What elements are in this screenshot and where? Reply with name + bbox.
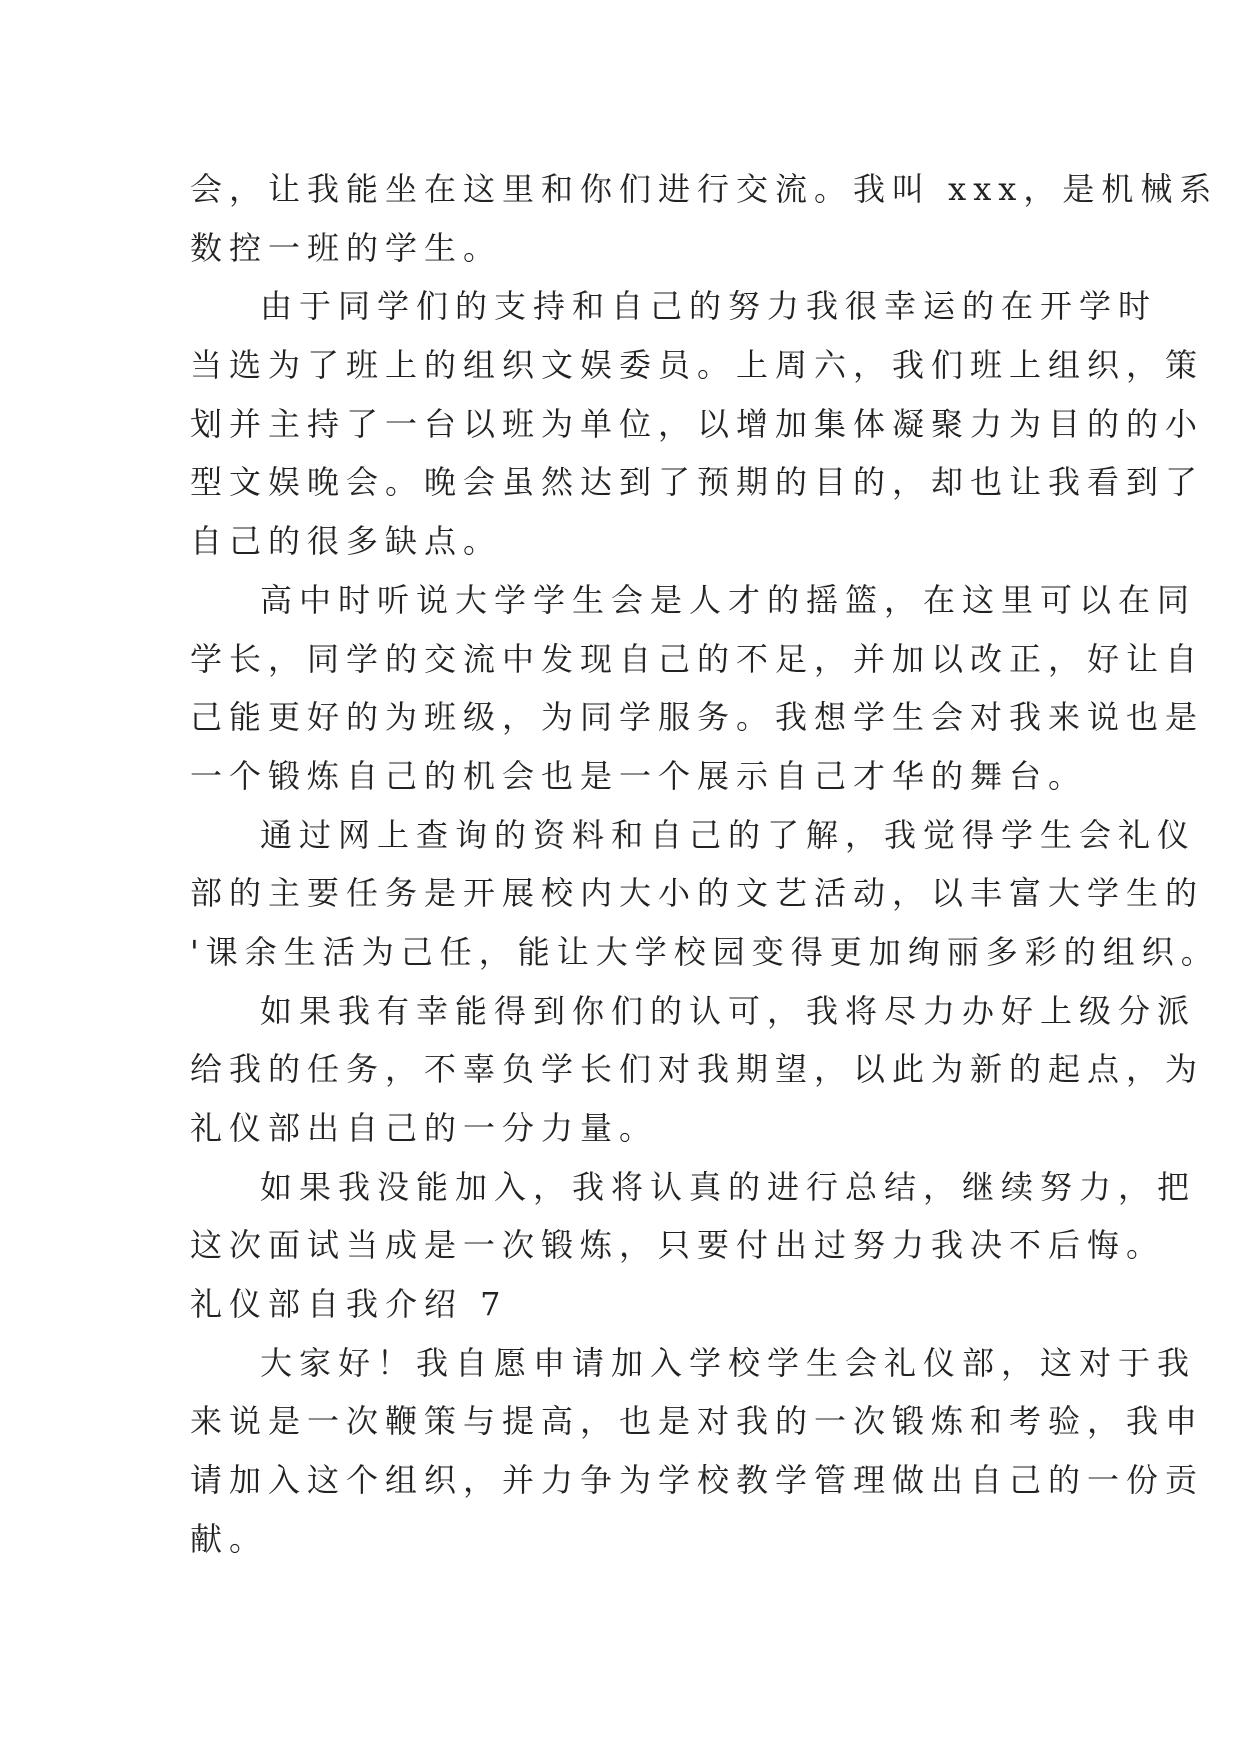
text-line: 型文娱晚会。晚会虽然达到了预期的目的，却也让我看到了 <box>190 463 1205 502</box>
text-line: 大家好！我自愿申请加入学校学生会礼仪部，这对于我 <box>260 1343 1197 1382</box>
text-line: 给我的任务，不辜负学长们对我期望，以此为新的起点，为 <box>190 1050 1205 1089</box>
text-line: 来说是一次鞭策与提高，也是对我的一次锻炼和考验，我申 <box>190 1402 1205 1441</box>
text-line: 献。 <box>190 1519 269 1558</box>
text-line: 一个锻炼自己的机会也是一个展示自己才华的舞台。 <box>190 756 1088 795</box>
text-line: 高中时听说大学学生会是人才的摇篮，在这里可以在同 <box>260 580 1197 619</box>
text-line: 部的主要任务是开展校内大小的文艺活动，以丰富大学生的 <box>190 874 1205 913</box>
text-line: 己能更好的为班级，为同学服务。我想学生会对我来说也是 <box>190 698 1205 737</box>
text-line: 自己的很多缺点。 <box>190 522 503 561</box>
text-line: 由于同学们的支持和自己的努力我很幸运的在开学时 <box>260 287 1158 326</box>
text-line: '课余生活为己任，能让大学校园变得更加绚丽多彩的组织。 <box>190 932 1220 971</box>
text-line: 如果我没能加入，我将认真的进行总结，继续努力，把 <box>260 1167 1197 1206</box>
document-body <box>190 160 1220 1569</box>
text-line: 划并主持了一台以班为单位，以增加集体凝聚力为目的的小 <box>190 404 1205 443</box>
text-line: 通过网上查询的资料和自己的了解，我觉得学生会礼仪 <box>260 815 1197 854</box>
text-line: 礼仪部自我介绍 7 <box>190 1285 508 1324</box>
text-line: 会，让我能坐在这里和你们进行交流。我叫 xxx，是机械系 <box>190 170 1219 208</box>
text-line: 如果我有幸能得到你们的认可，我将尽力办好上级分派 <box>260 991 1197 1030</box>
text-line: 当选为了班上的组织文娱委员。上周六，我们班上组织，策 <box>190 346 1205 385</box>
text-line: 学长，同学的交流中发现自己的不足，并加以改正，好让自 <box>190 639 1205 678</box>
text-line: 数控一班的学生。 <box>190 228 503 267</box>
text-line: 请加入这个组织，并力争为学校教学管理做出自己的一份贡 <box>190 1461 1205 1500</box>
text-line: 礼仪部出自己的一分力量。 <box>190 1109 659 1147</box>
text-line: 这次面试当成是一次锻炼，只要付出过努力我决不后悔。 <box>190 1226 1166 1265</box>
